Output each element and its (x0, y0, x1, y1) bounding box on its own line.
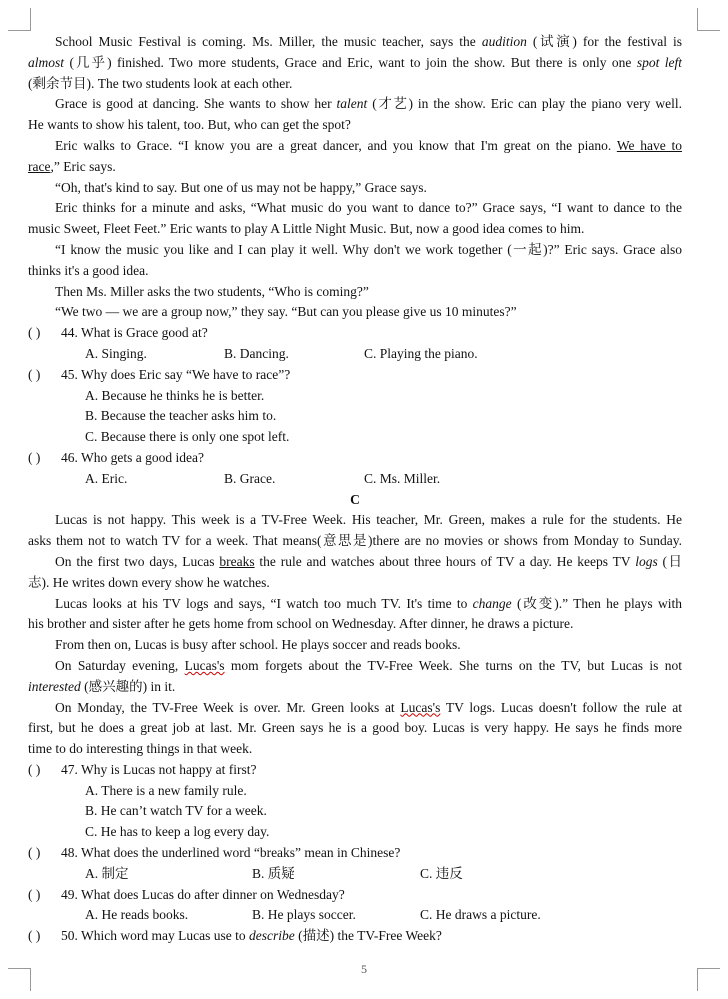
section-heading: C (350, 491, 360, 507)
option-a[interactable]: A. He reads books. (85, 907, 189, 923)
passage-line: He wants to show his talent, too. But, who can get the spot? (28, 117, 351, 133)
question-50: ( ) 50. Which word may Lucas use to describe (描述) the TV-Free Week? (28, 926, 682, 947)
underlined-phrase: We have to (616, 137, 682, 153)
crop-mark-top-right (697, 8, 720, 31)
option-b[interactable]: B. Because the teacher asks him to. (85, 408, 277, 424)
spellcheck-word: Lucas's (400, 699, 441, 715)
passage-line: From then on, Lucas is busy after school. He plays soccer and reads books. (55, 637, 461, 653)
answer-blank[interactable]: ( ) (28, 761, 41, 777)
page-number: 5 (361, 962, 367, 976)
passage-line: almost (几乎) finished. Two more students, Grace and Eric, want to join the show. But there is only one spot left (28, 54, 682, 70)
question-48: ( ) 48. What does the underlined word “breaks” mean in Chinese? (28, 843, 682, 864)
passage-line: On the first two days, Lucas breaks the rule and watches about three hours of TV a day. He keeps TV logs (日 (55, 553, 682, 569)
question-44-options (28, 344, 682, 365)
passage-line: “Oh, that's kind to say. But one of us may not be happy,” Grace says. (55, 179, 427, 195)
passage-line: Eric walks to Grace. “I know you are a great dancer, and you know that I'm great on the piano. We have to (55, 137, 682, 153)
passage-line: Then Ms. Miller asks the two students, “Who is coming?” (55, 283, 369, 299)
option-a[interactable]: A. Eric. (85, 470, 128, 486)
question-47: ( ) 47. Why is Lucas not happy at first? (28, 760, 682, 781)
spellcheck-word: Lucas's (184, 657, 225, 673)
option-b[interactable]: B. 质疑 (252, 865, 295, 881)
crop-mark-top-left (8, 8, 31, 31)
option-c[interactable]: C. Playing the piano. (364, 345, 478, 361)
answer-blank[interactable]: ( ) (28, 845, 41, 861)
passage-line: his brother and sister after he gets home from school on Wednesday. After dinner, he draws a picture. (28, 616, 574, 632)
option-c[interactable]: C. 违反 (420, 865, 463, 881)
passage-line: 志). He writes down every show he watches. (28, 574, 270, 590)
option-c[interactable]: C. Because there is only one spot left. (85, 429, 290, 445)
question-48-options (28, 864, 682, 885)
option-b[interactable]: B. Grace. (224, 470, 276, 486)
passage-line: On Monday, the TV-Free Week is over. Mr. Green looks at Lucas's TV logs. Lucas doesn't follow the rule at (55, 699, 682, 715)
answer-blank[interactable]: ( ) (28, 366, 41, 382)
answer-blank[interactable]: ( ) (28, 886, 41, 902)
passage-line: thinks it's a good idea. (28, 262, 149, 278)
question-46: ( ) 46. Who gets a good idea? (28, 448, 682, 469)
answer-blank[interactable]: ( ) (28, 928, 41, 944)
passage-line: “We two — we are a group now,” they say. “But can you please give us 10 minutes?” (55, 304, 517, 320)
answer-blank[interactable]: ( ) (28, 449, 41, 465)
question-46-options (28, 469, 682, 490)
underlined-word: race (28, 158, 51, 174)
option-a[interactable]: A. 制定 (85, 865, 129, 881)
passage-line: (剩余节目). The two students look at each other. (28, 75, 293, 91)
question-49-options (28, 905, 682, 926)
option-c[interactable]: C. Ms. Miller. (364, 470, 441, 486)
option-b[interactable]: B. Dancing. (224, 345, 289, 361)
passage-line: race,” Eric says. (28, 158, 116, 174)
question-49: ( ) 49. What does Lucas do after dinner on Wednesday? (28, 885, 682, 906)
option-b[interactable]: B. He plays soccer. (252, 907, 356, 923)
passage-line: “I know the music you like and I can play it well. Why don't we work together (一起)?” Eric says. Grace also (55, 241, 682, 257)
passage-line: Lucas is not happy. This week is a TV-Free Week. His teacher, Mr. Green, makes a rule for the students. He (55, 512, 682, 528)
passage-line: music Sweet, Fleet Feet.” Eric wants to play A Little Night Music. But, now a good idea comes to him. (28, 221, 585, 237)
question-45: ( ) 45. Why does Eric say “We have to race”? (28, 365, 682, 386)
passage-line: On Saturday evening, Lucas's mom forgets about the TV-Free Week. She turns on the TV, but Lucas is not (55, 657, 682, 673)
option-b[interactable]: B. He can’t watch TV for a week. (85, 803, 267, 819)
passage-line: time to do interesting things in that week. (28, 741, 253, 757)
option-a[interactable]: A. Singing. (85, 345, 147, 361)
page-content (28, 32, 682, 947)
option-c[interactable]: C. He has to keep a log every day. (85, 824, 270, 840)
passage-line: asks them not to watch TV for a week. That means(意思是)there are no movies or shows from Monday to Sunday. (28, 533, 682, 549)
passage-line: interested (感兴趣的) in it. (28, 678, 176, 694)
passage-line: School Music Festival is coming. Ms. Miller, the music teacher, says the audition (试演) for the festival is (55, 34, 682, 49)
passage-line: Eric thinks for a minute and asks, “What music do you want to dance to?” Grace says, “I want to dance to the (55, 200, 682, 216)
question-44: ( ) 44. What is Grace good at? (28, 323, 682, 344)
passage-line: Grace is good at dancing. She wants to show her talent (才艺) in the show. Eric can play the piano very well. (55, 96, 682, 112)
answer-blank[interactable]: ( ) (28, 325, 41, 341)
passage-line: first, but he does a great job at last. Mr. Green says he is a good boy. Lucas is very happy. He says he finds more (28, 720, 682, 736)
option-c[interactable]: C. He draws a picture. (420, 907, 541, 923)
passage-line: Lucas looks at his TV logs and says, “I watch too much TV. It's time to change (改变).” Then he plays with (55, 595, 682, 611)
option-a[interactable]: A. There is a new family rule. (85, 782, 247, 798)
option-a[interactable]: A. Because he thinks he is better. (85, 387, 265, 403)
underlined-word: breaks (219, 553, 255, 569)
